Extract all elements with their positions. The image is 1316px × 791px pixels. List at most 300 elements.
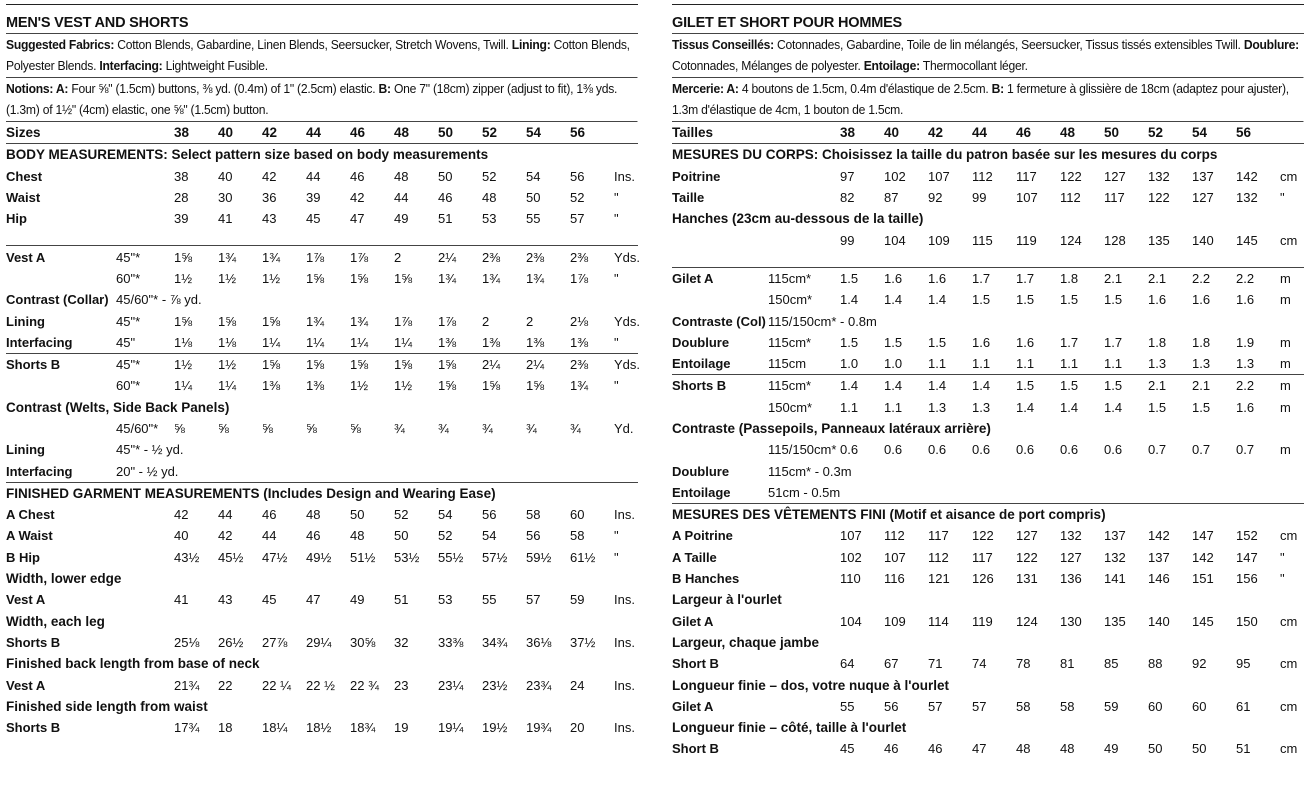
size-value: 49 [1104, 741, 1119, 757]
size-value: 48 [1016, 741, 1031, 757]
size-value: 1.6 [1236, 292, 1255, 308]
size-value: 1⅞ [570, 270, 589, 286]
table-row [6, 187, 638, 208]
size-value: 47 [306, 592, 321, 608]
size-value: ⅝ [218, 421, 229, 436]
size-value: 51 [438, 211, 453, 227]
unit-label: Yds. [614, 246, 638, 268]
size-value: 22 [218, 677, 233, 693]
size-value: 0.6 [972, 442, 991, 458]
size-value: 99 [972, 190, 987, 206]
size-value: 140 [1148, 613, 1170, 629]
size-value: 1.6 [1236, 399, 1255, 415]
table-row [6, 375, 638, 396]
size-value: 122 [1016, 549, 1038, 565]
size-value: 1.8 [1060, 267, 1104, 289]
row-label: Poitrine [672, 168, 721, 184]
panel-title: MEN'S VEST AND SHORTS [6, 5, 638, 34]
sizes-label: Sizes [6, 122, 116, 144]
unit-label: " [614, 190, 619, 206]
notions-paragraph [6, 78, 637, 122]
notions-text-b: 1 fermeture à glissière de 18cm (adaptez pour ajuster), 1.3m d'élastique de 4cm, 1 bouton de 1.5cm. [672, 82, 1289, 117]
interfacing-label: Entoilage: [863, 59, 920, 73]
size-value: 1.4 [1016, 399, 1035, 415]
size-value: 109 [884, 613, 906, 629]
table-row [6, 525, 638, 546]
size-value: 1⅝ [174, 313, 193, 329]
row-label: Entoilage [672, 356, 731, 372]
french-panel [672, 0, 1304, 760]
yardage-text: 115cm* - 0.3m [768, 463, 852, 479]
size-value: 60 [570, 507, 585, 523]
size-value: 50 [394, 528, 409, 544]
size-value: 45 [840, 741, 855, 757]
size-value: 1.7 [972, 267, 1016, 289]
size-value: 130 [1060, 613, 1082, 629]
size-header: 42 [928, 122, 972, 144]
size-value: 1.5 [840, 334, 859, 350]
size-value: 1.4 [928, 292, 947, 308]
size-value: 1.5 [1104, 292, 1123, 308]
size-value: 146 [1148, 571, 1170, 587]
size-value: 127 [1016, 528, 1038, 544]
unit-label: Yds. [614, 313, 641, 329]
size-value: 1¾ [350, 313, 369, 329]
size-value: 1⅝ [438, 353, 482, 375]
size-value: 45 [262, 592, 277, 608]
row-label: A Waist [6, 528, 53, 544]
row-label [672, 397, 768, 418]
row-label [672, 439, 768, 460]
table-row [672, 166, 1304, 187]
notions-text-a: Four ⅝" (1.5cm) buttons, ⅜ yd. (0.4m) of 1" (2.5cm) elastic. [68, 82, 379, 96]
size-value: 50 [1192, 741, 1207, 757]
size-value: 22 ¾ [350, 677, 379, 693]
size-value: 46 [884, 741, 899, 757]
table-row [672, 674, 1304, 695]
row-label: B Hip [6, 549, 40, 565]
fabric-width [116, 632, 174, 653]
size-value: 1.1 [972, 356, 991, 372]
size-value: ⅝ [174, 421, 185, 436]
size-value: 2 [526, 313, 534, 329]
table-row [672, 187, 1304, 208]
size-value: 30 [218, 190, 233, 206]
notions-label: Mercerie: A: [672, 82, 739, 96]
row-label [6, 418, 116, 439]
size-value: 132 [1148, 168, 1170, 184]
size-value: 18½ [306, 720, 332, 736]
size-value: 56 [570, 168, 585, 184]
fabrics-text: Cotonnades, Gabardine, Toile de lin mélangés, Seersucker, Tissus tissés extensibles Twill. [773, 38, 1244, 52]
size-value: 1¾ [306, 313, 325, 329]
size-value: 1¾ [438, 270, 457, 286]
hip-heading: Hanches (23cm au-dessous de la taille) [672, 211, 924, 227]
size-value: 1⅝ [526, 378, 545, 394]
size-value: 74 [972, 656, 987, 672]
size-value: 1.8 [1148, 334, 1167, 350]
size-value: 50 [350, 507, 365, 523]
size-value: 41 [174, 592, 189, 608]
size-value: 92 [928, 190, 943, 206]
size-value: 1⅞ [306, 246, 350, 268]
size-value: 0.6 [1016, 442, 1035, 458]
size-value: 43 [218, 592, 233, 608]
size-value: 50 [526, 190, 541, 206]
size-value: 49 [350, 592, 365, 608]
size-value: 1.5 [1060, 375, 1104, 397]
size-value: 2⅛ [570, 313, 589, 329]
size-value: 19¼ [438, 720, 464, 736]
spacer [1280, 122, 1304, 144]
size-value: 1.7 [1104, 334, 1123, 350]
size-value: 17¾ [174, 720, 200, 736]
size-value: 53 [438, 592, 453, 608]
size-value: 1.6 [1192, 292, 1211, 308]
size-value: 28 [174, 190, 189, 206]
size-value: 2.2 [1236, 267, 1280, 289]
size-value: 46 [928, 741, 943, 757]
size-value: 23 [394, 677, 409, 693]
width-leg-heading: Width, each leg [6, 613, 105, 629]
unit-label: " [614, 378, 619, 394]
size-value: 1.6 [884, 267, 928, 289]
size-value: 1.1 [840, 399, 859, 415]
unit-label: cm [1280, 741, 1298, 757]
size-header: 56 [570, 122, 614, 144]
size-value: 26½ [218, 634, 244, 650]
size-value: 1.5 [1016, 375, 1060, 397]
size-value: 36 [262, 190, 277, 206]
table-row [6, 353, 638, 375]
size-value: 1.1 [1016, 356, 1035, 372]
body-measurements-heading: MESURES DU CORPS: Choisissez la taille du patron basée sur les mesures du corps [672, 147, 1218, 163]
size-value: 81 [1060, 656, 1075, 672]
row-label: Hip [6, 211, 27, 227]
size-value: 1.7 [1016, 267, 1060, 289]
panel-title: GILET ET SHORT POUR HOMMES [672, 5, 1304, 34]
size-value: 1½ [218, 353, 262, 375]
row-label: Doublure [672, 463, 730, 479]
row-label: Gilet A [672, 698, 714, 714]
width-lower-heading: Largeur à l'ourlet [672, 592, 782, 608]
row-label: Chest [6, 168, 43, 184]
table-row [672, 289, 1304, 310]
sizes-header [672, 122, 1304, 144]
unit-label: " [1280, 190, 1285, 206]
sizes-label: Tailles [672, 122, 768, 144]
size-value: 112 [928, 549, 949, 565]
fabrics-paragraph [6, 34, 637, 78]
size-value: 119 [1016, 232, 1037, 248]
size-header: 52 [1148, 122, 1192, 144]
row-label: Waist [6, 190, 41, 206]
size-value: 2.2 [1192, 267, 1236, 289]
size-value: 1⅞ [438, 313, 457, 329]
size-value: 1⅝ [438, 378, 457, 394]
size-value: 2⅜ [570, 353, 614, 375]
size-value: 1½ [394, 378, 413, 394]
unit-label: cm [1280, 232, 1298, 248]
unit-label: " [1280, 571, 1285, 587]
size-value: 1⅞ [350, 246, 394, 268]
table-row [6, 268, 638, 289]
fabrics-label: Suggested Fabrics: [6, 38, 115, 52]
fabric-width: 115cm* [768, 375, 840, 397]
size-header: 38 [840, 122, 884, 144]
size-value: 1.4 [884, 292, 903, 308]
size-header: 46 [1016, 122, 1060, 144]
size-value: 21¾ [174, 677, 200, 693]
size-value: 1⅝ [394, 353, 438, 375]
size-value: 127 [1060, 549, 1082, 565]
size-value: 112 [884, 528, 905, 544]
row-label: Lining [6, 442, 45, 458]
fabric-width [768, 611, 840, 632]
fabric-width: 150cm* [768, 399, 813, 415]
table-row [672, 208, 1304, 229]
notions-paragraph [672, 78, 1303, 122]
yardage-text: 20" - ½ yd. [116, 463, 179, 479]
size-value: 1.4 [972, 375, 1016, 397]
size-value: 132 [1060, 528, 1082, 544]
size-value: 44 [394, 190, 409, 206]
table-row [672, 229, 1304, 250]
size-value: 115 [972, 232, 993, 248]
finished-measurements-heading: FINISHED GARMENT MEASUREMENTS (Includes Design and Wearing Ease) [6, 482, 638, 504]
spacer [6, 229, 638, 246]
size-value: 39 [306, 190, 321, 206]
spacer [768, 122, 840, 144]
fabrics-label: Tissus Conseillés: [672, 38, 774, 52]
size-value: 64 [840, 656, 855, 672]
size-value: 156 [1236, 571, 1258, 587]
size-value: 32 [394, 634, 409, 650]
fabric-width: 45"* [116, 313, 141, 329]
size-value: 48 [350, 528, 365, 544]
table-row [6, 611, 638, 632]
contrast-welts-heading: Contraste (Passepoils, Panneaux latéraux arrière) [672, 421, 991, 436]
size-value: ⅝ [306, 421, 317, 436]
table-row [672, 332, 1304, 353]
size-value: 50 [438, 168, 453, 184]
fabric-width [768, 229, 840, 250]
size-value: 137 [1104, 528, 1126, 544]
unit-label: Ins. [614, 720, 635, 736]
size-value: 55 [526, 211, 541, 227]
size-header: 44 [972, 122, 1016, 144]
fabrics-text: Cotton Blends, Gabardine, Linen Blends, Seersucker, Stretch Wovens, Twill. [114, 38, 512, 52]
size-value: 1⅜ [570, 334, 589, 350]
size-value: 59½ [526, 549, 552, 565]
size-value: 1.4 [840, 292, 859, 308]
size-value: 1½ [174, 353, 218, 375]
yardage-text: 45/60"* - ⅞ yd. [116, 292, 202, 308]
notions-b-label: B: [991, 82, 1004, 96]
size-value: 1.1 [1060, 356, 1079, 372]
size-value: 104 [884, 232, 906, 248]
size-value: 38 [174, 168, 189, 184]
table-row [6, 166, 638, 187]
size-value: ¾ [570, 421, 581, 436]
size-value: ¾ [526, 421, 537, 436]
size-value: 1.0 [840, 356, 859, 372]
size-value: 1¼ [394, 334, 413, 350]
size-header: 44 [306, 122, 350, 144]
size-value: 42 [262, 168, 277, 184]
finished-measurements-heading: MESURES DES VÊTEMENTS FINI (Motif et aisance de port compris) [672, 504, 1304, 526]
size-value: 1½ [262, 270, 281, 286]
size-value: 1¼ [306, 334, 325, 350]
unit-label: " [614, 528, 619, 544]
size-header: 48 [394, 122, 438, 144]
size-header: 50 [1104, 122, 1148, 144]
size-value: 55½ [438, 549, 464, 565]
size-value: 107 [840, 528, 862, 544]
size-value: 1¾ [482, 270, 501, 286]
size-value: 19 [394, 720, 409, 736]
fabric-width: 45"* [116, 246, 174, 268]
row-label: Gilet A [672, 267, 768, 289]
size-header: 42 [262, 122, 306, 144]
fabric-width [768, 568, 840, 589]
size-value: 87 [884, 190, 899, 206]
unit-label: cm [1280, 528, 1298, 544]
size-value: 1.5 [840, 267, 884, 289]
size-value: 1⅝ [306, 270, 325, 286]
size-value: 140 [1192, 232, 1214, 248]
table-row [6, 144, 638, 166]
table-row [6, 397, 638, 418]
size-header: 48 [1060, 122, 1104, 144]
size-value: 1.8 [1192, 334, 1211, 350]
unit-label: Yds. [614, 353, 638, 375]
fabric-width [768, 166, 840, 187]
side-length-heading: Longueur finie – côté, taille à l'ourlet [672, 720, 907, 736]
size-value: 1.4 [1060, 399, 1079, 415]
unit-label: " [614, 549, 619, 565]
table-row [672, 397, 1304, 418]
unit-label: m [1280, 356, 1291, 372]
unit-label: m [1280, 442, 1291, 458]
fabric-width [768, 525, 840, 546]
table-row [6, 717, 638, 738]
row-label: Short B [672, 741, 719, 757]
size-value: 43 [262, 211, 277, 227]
size-header: 54 [1192, 122, 1236, 144]
size-value: 23¼ [438, 677, 464, 693]
size-value: 2.1 [1148, 375, 1192, 397]
row-label: Vest A [6, 246, 116, 268]
yardage-text: 45"* - ½ yd. [116, 442, 184, 458]
size-value: 102 [884, 168, 906, 184]
size-value: 46 [262, 507, 277, 523]
size-value: 34¾ [482, 634, 508, 650]
table-row [672, 611, 1304, 632]
fabric-width [768, 547, 840, 568]
fabric-width: 45"* [116, 353, 174, 375]
table-row [672, 738, 1304, 759]
size-value: 55 [840, 698, 855, 714]
size-value: 61 [1236, 698, 1251, 714]
notions-label: Notions: A: [6, 82, 69, 96]
spacer-row [6, 229, 638, 246]
size-value: 128 [1104, 232, 1126, 248]
size-value: 1.5 [928, 334, 947, 350]
size-value: 97 [840, 168, 855, 184]
fabric-width: 115cm [768, 356, 807, 372]
interfacing-text: Lightweight Fusible. [162, 59, 268, 73]
fabric-width [768, 696, 840, 717]
size-value: 102 [840, 549, 862, 565]
size-value: 147 [1192, 528, 1214, 544]
row-label: Interfacing [6, 463, 73, 479]
size-value: 0.6 [928, 442, 947, 458]
table-row [6, 332, 638, 354]
size-value: 2 [482, 313, 490, 329]
size-value: 1⅝ [174, 246, 218, 268]
size-value: 112 [1060, 190, 1081, 206]
size-value: 58 [570, 528, 585, 544]
fabric-width [116, 589, 174, 610]
size-value: 122 [1148, 190, 1170, 206]
size-value: 52 [438, 528, 453, 544]
table-row [6, 208, 638, 229]
fabric-width: 115cm* [768, 267, 840, 289]
unit-label: m [1280, 375, 1304, 397]
size-value: 1.0 [884, 356, 903, 372]
size-value: 127 [1192, 190, 1214, 206]
back-length-heading: Finished back length from base of neck [6, 656, 260, 672]
table-row [6, 482, 638, 504]
body-measurements-heading: BODY MEASUREMENTS: Select pattern size based on body measurements [6, 147, 489, 163]
size-value: 47 [350, 211, 365, 227]
size-value: 71 [928, 656, 943, 672]
size-value: 42 [218, 528, 233, 544]
size-value: 45 [306, 211, 321, 227]
size-value: 19½ [482, 720, 508, 736]
size-value: 2.1 [1148, 267, 1192, 289]
fabric-width: 60"* [116, 378, 141, 394]
size-value: 54 [526, 168, 541, 184]
table-row [672, 568, 1304, 589]
spacer [672, 251, 1304, 268]
size-value: 23½ [482, 677, 508, 693]
size-value: 117 [972, 549, 993, 565]
size-value: 1.5 [884, 334, 903, 350]
size-value: 56 [482, 507, 497, 523]
size-value: 22 ½ [306, 677, 335, 693]
size-value: 1.3 [972, 399, 991, 415]
size-value: 1⅝ [262, 313, 281, 329]
fabric-width [768, 653, 840, 674]
size-value: 117 [1104, 190, 1125, 206]
table-row [672, 460, 1304, 481]
size-value: 44 [306, 168, 321, 184]
table-row [672, 375, 1304, 397]
fabric-width [116, 525, 174, 546]
size-value: 54 [482, 528, 497, 544]
table-row [672, 525, 1304, 546]
size-value: ⅝ [350, 421, 361, 436]
size-value: 55 [482, 592, 497, 608]
row-label: Contrast (Collar) [6, 292, 109, 308]
size-value: 1.5 [1060, 292, 1079, 308]
size-value: 107 [1016, 190, 1038, 206]
size-value: 0.6 [1060, 442, 1079, 458]
size-value: 58 [1016, 698, 1031, 714]
row-label: Vest A [6, 592, 46, 608]
